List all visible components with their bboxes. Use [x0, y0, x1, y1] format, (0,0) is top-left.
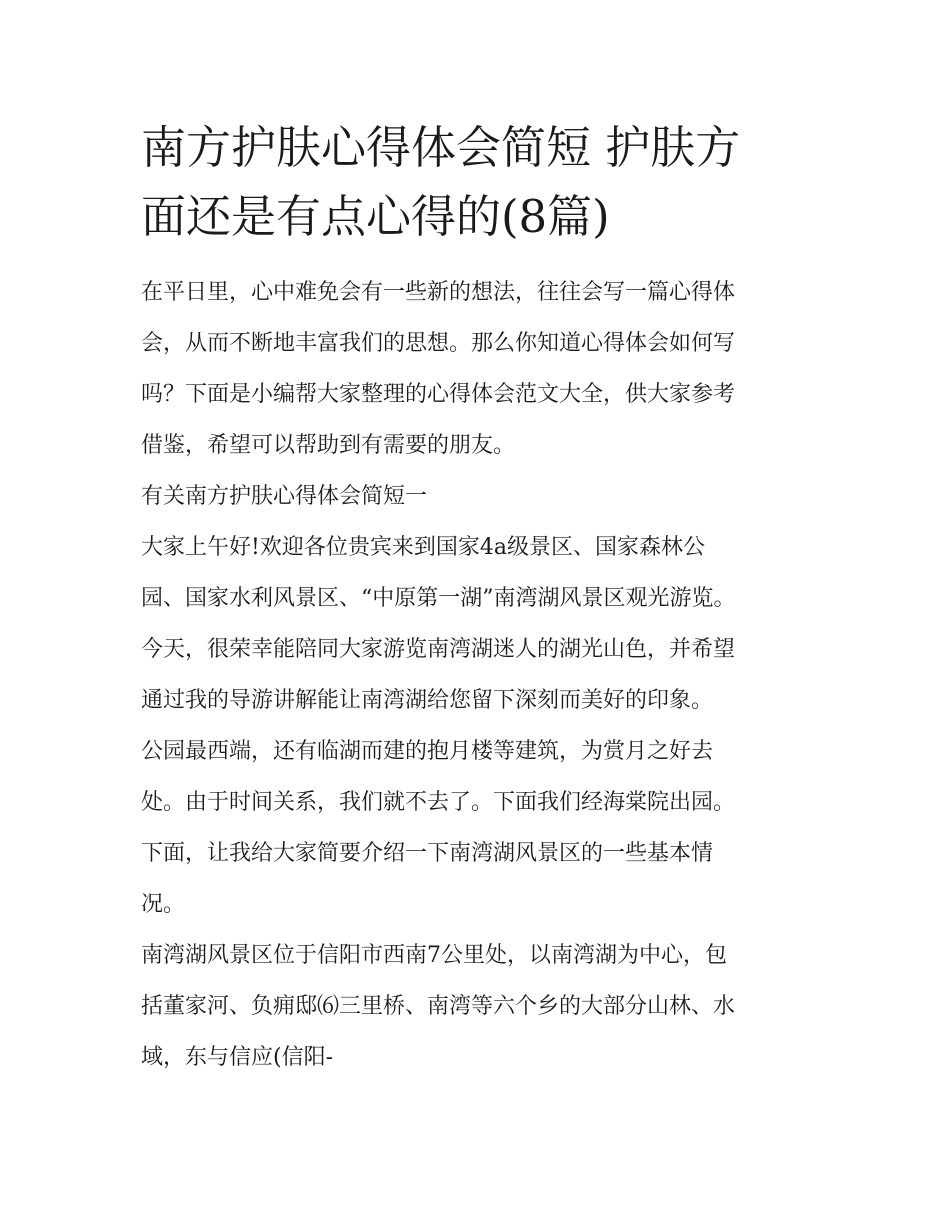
text-line: 吗？下面是小编帮大家整理的心得体会范文大全，供大家参考 [141, 382, 736, 407]
text-line: 今天，很荣幸能陪同大家游览南湾湖迷人的湖光山色，并希望 [141, 637, 736, 662]
section-heading [141, 471, 821, 522]
document-body [141, 267, 821, 1083]
welcome-paragraph [141, 522, 821, 726]
text-line: 南湾湖风景区位于信阳市西南7公里处，以南湾湖为中心，包 [141, 943, 727, 968]
text-line: 处。由于时间关系，我们就不去了。下面我们经海棠院出园。 [141, 790, 736, 815]
text-line: 况。 [141, 892, 186, 917]
text-line: 域，东与信应(信阳- [141, 1045, 334, 1070]
title-line-1: 南方护肤心得体会简短 护肤方 [141, 121, 741, 174]
text-line: 在平日里，心中难免会有一些新的想法，往往会写一篇心得体 [141, 280, 736, 305]
document-title [141, 113, 821, 251]
intro-transition-paragraph [141, 828, 821, 930]
text-line: 有关南方护肤心得体会简短一 [141, 484, 428, 509]
text-line: 下面，让我给大家简要介绍一下南湾湖风景区的一些基本情 [141, 841, 714, 866]
location-paragraph [141, 930, 821, 1083]
document-page [141, 113, 821, 1083]
park-paragraph [141, 726, 821, 828]
text-line: 括董家河、负痈邸⑹三里桥、南湾等六个乡的大部分山林、水 [141, 994, 736, 1019]
text-line: 会，从而不断地丰富我们的思想。那么你知道心得体会如何写 [141, 331, 736, 356]
title-line-2: 面还是有点心得的(8篇) [141, 190, 610, 243]
text-line: 公园最西端，还有临湖而建的抱月楼等建筑，为赏月之好去 [141, 739, 714, 764]
text-line: 园、国家水利风景区、“中原第一湖”南湾湖风景区观光游览。 [141, 586, 736, 611]
intro-paragraph [141, 267, 821, 471]
text-line: 通过我的导游讲解能让南湾湖给您留下深刻而美好的印象。 [141, 688, 714, 713]
text-line: 借鉴，希望可以帮助到有需要的朋友。 [141, 433, 516, 458]
text-line: 大家上午好!欢迎各位贵宾来到国家4a级景区、国家森林公 [141, 535, 705, 560]
